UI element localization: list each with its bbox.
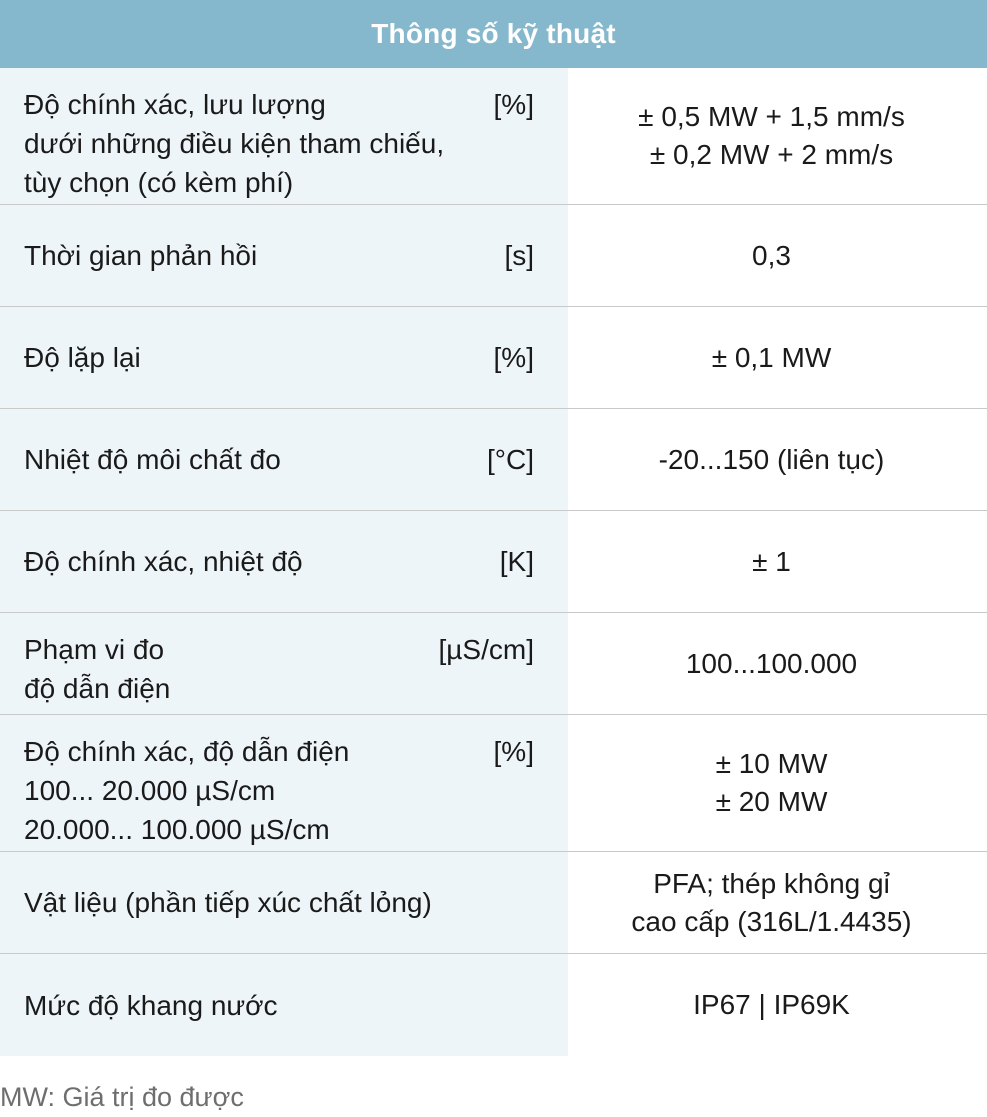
param-label — [24, 338, 141, 377]
param-line: Vật liệu (phần tiếp xúc chất lỏng) — [24, 887, 432, 918]
value-cell — [568, 409, 987, 510]
value-line: cao cấp (316L/1.4435) — [631, 905, 912, 937]
param-line: độ dẫn điện — [24, 673, 171, 704]
value-line: -20...150 (liên tục) — [658, 443, 885, 475]
param-unit: [%] — [493, 342, 534, 373]
param-line: Mức độ khang nước — [24, 989, 278, 1021]
param-unit: [°C] — [487, 444, 534, 475]
param-cell — [0, 852, 568, 953]
param-unit: [s] — [504, 240, 534, 271]
value-line: ± 0,2 MW + 2 mm/s — [649, 139, 894, 170]
table-row — [0, 68, 987, 205]
value-cell — [568, 511, 987, 612]
value-line: ± 1 — [752, 545, 791, 577]
param-label — [24, 85, 444, 202]
param-cell — [0, 954, 568, 1056]
table-row — [0, 613, 987, 715]
param-label — [24, 986, 278, 1025]
param-label — [24, 236, 257, 275]
value-line: 100...100.000 — [685, 647, 858, 679]
value-line: 0,3 — [752, 239, 791, 271]
value-cell — [568, 954, 987, 1056]
param-unit: [%] — [493, 736, 534, 767]
value-line: ± 10 MW — [715, 748, 828, 779]
param-line: Phạm vi đo — [24, 634, 165, 665]
param-label — [24, 542, 303, 581]
param-unit: [%] — [493, 89, 534, 120]
value-line: IP67 | IP69K — [693, 989, 850, 1020]
param-unit: [µS/cm] — [438, 634, 534, 665]
param-label — [24, 732, 349, 849]
value-cell — [568, 715, 987, 851]
param-line: 100... 20.000 µS/cm — [24, 775, 276, 806]
param-cell — [0, 613, 568, 714]
param-line: 20.000... 100.000 µS/cm — [24, 814, 330, 845]
table-row — [0, 715, 987, 852]
value-line: PFA; thép không gỉ — [653, 867, 890, 899]
table-row — [0, 852, 987, 954]
param-line: Thời gian phản hồi — [24, 240, 258, 271]
value-cell — [568, 205, 987, 306]
param-line: dưới những điều kiện tham chiếu, — [24, 128, 445, 159]
param-label — [24, 440, 281, 479]
value-line: ± 0,1 MW — [711, 341, 832, 373]
table-row — [0, 307, 987, 409]
param-unit: [K] — [499, 546, 534, 577]
table-title: Thông số kỹ thuật — [0, 0, 987, 68]
param-cell — [0, 68, 568, 204]
value-cell — [568, 852, 987, 953]
value-cell — [568, 307, 987, 408]
param-line: Độ chính xác, lưu lượng — [24, 89, 326, 120]
table-row — [0, 409, 987, 511]
param-line: Độ chính xác, độ dẫn điện — [24, 736, 350, 767]
table-row — [0, 205, 987, 307]
param-line: Độ chính xác, nhiệt độ — [24, 546, 303, 577]
value-line: ± 20 MW — [715, 786, 828, 817]
value-cell — [568, 613, 987, 714]
param-cell — [0, 409, 568, 510]
param-line: tùy chọn (có kèm phí) — [24, 167, 294, 198]
param-line: Độ lặp lại — [24, 342, 141, 373]
table-row — [0, 511, 987, 613]
table-row — [0, 954, 987, 1056]
footnote: MW: Giá trị đo được — [0, 1082, 244, 1112]
param-label — [24, 883, 432, 922]
param-cell — [0, 307, 568, 408]
param-cell — [0, 511, 568, 612]
value-line: ± 0,5 MW + 1,5 mm/s — [638, 101, 905, 132]
value-cell — [568, 68, 987, 204]
param-cell — [0, 205, 568, 306]
param-label — [24, 630, 170, 708]
param-line: Nhiệt độ môi chất đo — [24, 444, 281, 475]
param-cell — [0, 715, 568, 851]
